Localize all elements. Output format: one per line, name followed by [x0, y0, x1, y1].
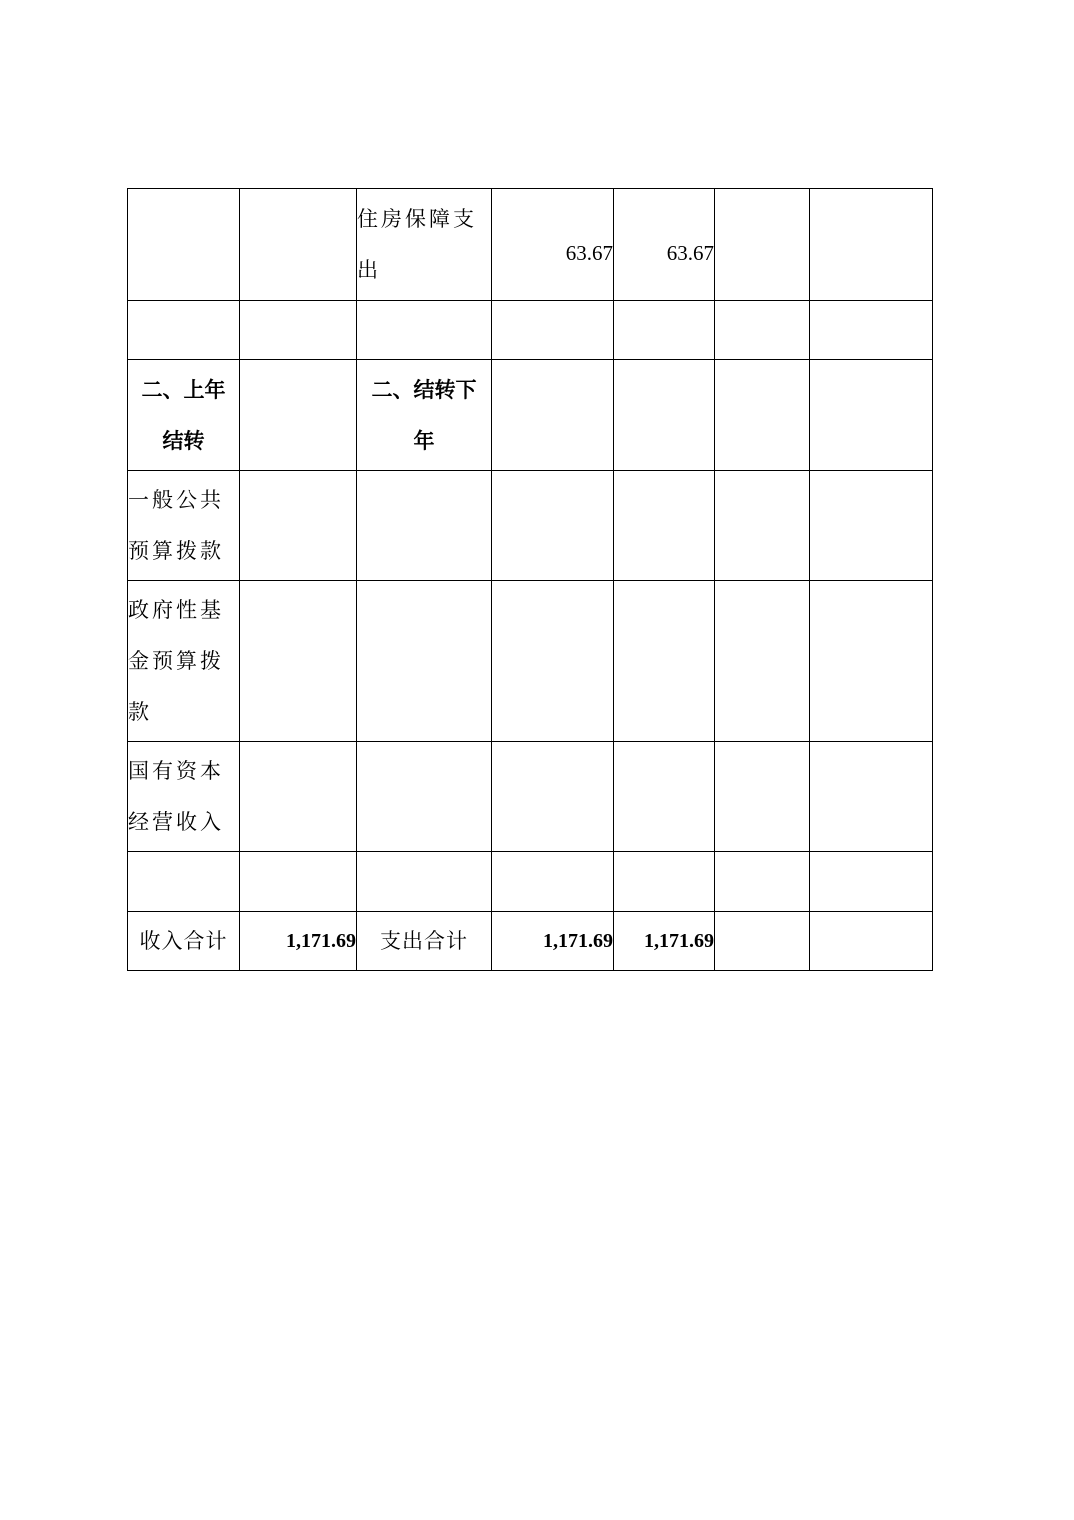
table-cell — [240, 471, 357, 581]
table-row — [128, 742, 933, 852]
table-cell — [492, 581, 614, 742]
section-heading-carry-forward: 二、结转下年 — [357, 360, 492, 471]
table-cell — [810, 301, 933, 360]
table-cell — [614, 301, 715, 360]
table-cell — [715, 189, 810, 301]
income-item-general-budget: 一般公共预算拨款 — [128, 471, 240, 581]
table-cell — [810, 189, 933, 301]
expense-total-label: 支出合计 — [357, 912, 492, 971]
table-cell — [240, 360, 357, 471]
table-cell — [614, 360, 715, 471]
table-row — [128, 852, 933, 912]
table-cell — [357, 471, 492, 581]
table-row-total — [128, 912, 933, 971]
budget-value: 63.67 — [492, 189, 614, 301]
table-row — [128, 301, 933, 360]
table-cell — [810, 852, 933, 912]
table-cell — [240, 581, 357, 742]
table-cell — [614, 581, 715, 742]
table-cell — [240, 852, 357, 912]
income-total-label: 收入合计 — [128, 912, 240, 971]
table-cell — [715, 581, 810, 742]
table-cell — [240, 742, 357, 852]
table-cell — [715, 360, 810, 471]
table-cell — [128, 301, 240, 360]
table-cell — [492, 301, 614, 360]
table-cell — [357, 581, 492, 742]
expense-item-housing: 住房保障支出 — [357, 189, 492, 301]
table-row — [128, 189, 933, 301]
table-cell — [715, 742, 810, 852]
table-cell — [492, 471, 614, 581]
table-cell — [492, 852, 614, 912]
income-item-government-fund: 政府性基金预算拨款 — [128, 581, 240, 742]
income-item-state-capital: 国有资本经营收入 — [128, 742, 240, 852]
table-cell — [240, 301, 357, 360]
table-cell — [810, 360, 933, 471]
table-cell — [614, 852, 715, 912]
table-cell — [810, 471, 933, 581]
section-heading-carryover: 二、上年结转 — [128, 360, 240, 471]
table-cell — [492, 360, 614, 471]
table-cell — [715, 852, 810, 912]
table-cell — [614, 471, 715, 581]
table-row — [128, 581, 933, 742]
budget-table — [127, 188, 933, 971]
table-row — [128, 360, 933, 471]
table-cell — [810, 581, 933, 742]
table-cell — [810, 912, 933, 971]
income-total-value: 1,171.69 — [240, 912, 357, 971]
table-cell — [492, 742, 614, 852]
table-cell — [357, 301, 492, 360]
expense-total-value: 1,171.69 — [614, 912, 715, 971]
table-row — [128, 471, 933, 581]
table-cell — [240, 189, 357, 301]
table-cell — [614, 742, 715, 852]
table-cell — [128, 189, 240, 301]
table-cell — [810, 742, 933, 852]
table-cell — [715, 301, 810, 360]
table-cell — [128, 852, 240, 912]
table-cell — [357, 852, 492, 912]
table-cell — [715, 471, 810, 581]
budget-value: 63.67 — [614, 189, 715, 301]
expense-total-value: 1,171.69 — [492, 912, 614, 971]
table-cell — [357, 742, 492, 852]
table-cell — [715, 912, 810, 971]
